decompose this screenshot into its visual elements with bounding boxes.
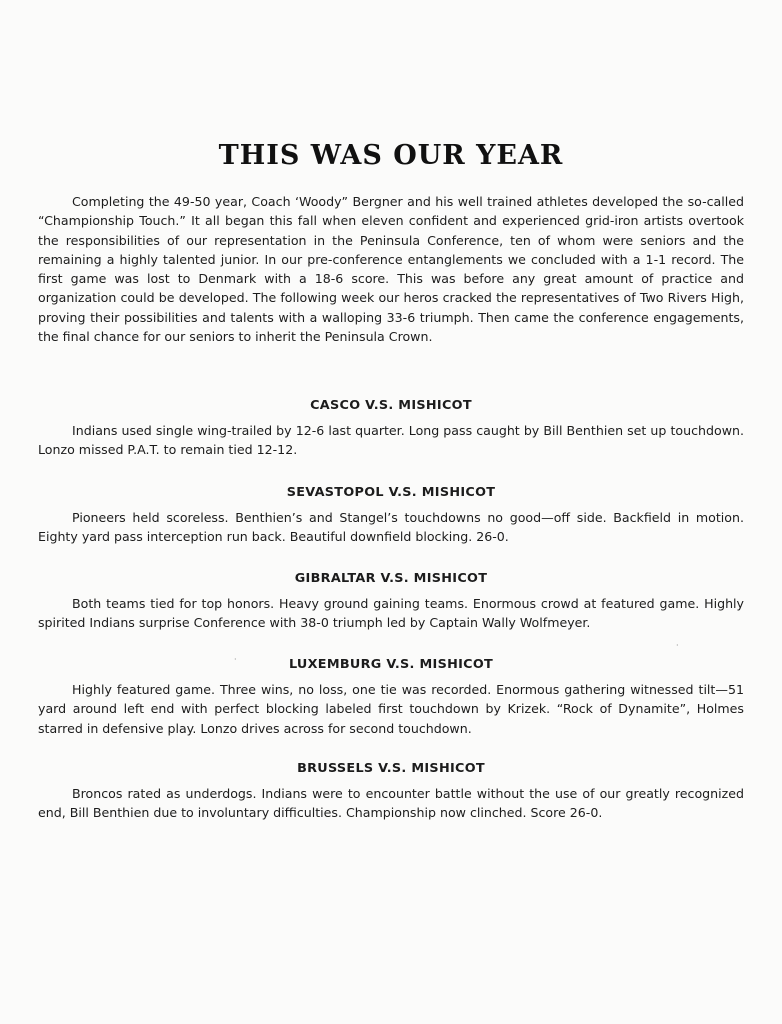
- game-heading-gibraltar: GIBRALTAR V.S. MISHICOT: [294, 571, 488, 586]
- stray-dot: ·: [234, 655, 237, 664]
- game-heading-luxemburg: LUXEMBURG V.S. MISHICOT: [288, 657, 494, 672]
- page-title: THIS WAS OUR YEAR: [218, 140, 564, 171]
- game-summary-brussels: Broncos rated as underdogs. Indians were to encounter battle without the use of our greatly recognized end, Bill Benthien due to involuntary difficulties. Championship now clinched. Score 26-0.: [38, 786, 744, 821]
- game-summary-casco: Indians used single wing-trailed by 12-6 last quarter. Long pass caught by Bill Benthien set up touchdown. Lonzo missed P.A.T. to remain tied 12-12.: [38, 423, 744, 458]
- game-heading-casco: CASCO V.S. MISHICOT: [310, 398, 472, 413]
- stray-dot: ·: [676, 641, 679, 650]
- intro-paragraph: Completing the 49-50 year, Coach ‘Woody” Bergner and his well trained athletes developed the so-called “Championship Touch.” It all began this fall when eleven confident and experienced grid-iron artists overtook the responsibilities of our representation in the Peninsula Conference, ten of whom were seniors and the remaining a highly talented junior. In our pre-conference entanglements we concluded with a 1-1 record. The first game was lost to Denmark with a 18-6 score. This was before any great amount of practice and organization could be developed. The following week our heros cracked the representatives of Two Rivers High, proving their possibilities and talents with a walloping 33-6 triumph. Then came the conference engagements, the final chance for our seniors to inherit the Peninsula Crown.: [38, 194, 744, 345]
- game-summary-gibraltar: Both teams tied for top honors. Heavy ground gaining teams. Enormous crowd at featured game. Highly spirited Indians surprise Conference with 38-0 triumph led by Captain Wally Wolfmeyer.: [38, 596, 744, 631]
- game-heading-brussels: BRUSSELS V.S. MISHICOT: [297, 761, 485, 776]
- game-summary-luxemburg: Highly featured game. Three wins, no loss, one tie was recorded. Enormous gathering witnessed tilt—51 yard around left end with perfect blocking labeled first touchdown by Krizek. “Rock of Dynamite”, Holmes starred in defensive play. Lonzo drives across for second touchdown.: [38, 682, 744, 736]
- game-heading-sevastopol: SEVASTOPOL V.S. MISHICOT: [286, 485, 496, 500]
- game-summary-sevastopol: Pioneers held scoreless. Benthien’s and Stangel’s touchdowns no good—off side. Backfield in motion. Eighty yard pass interception run back. Beautiful downfield blocking. 26-0.: [38, 510, 744, 545]
